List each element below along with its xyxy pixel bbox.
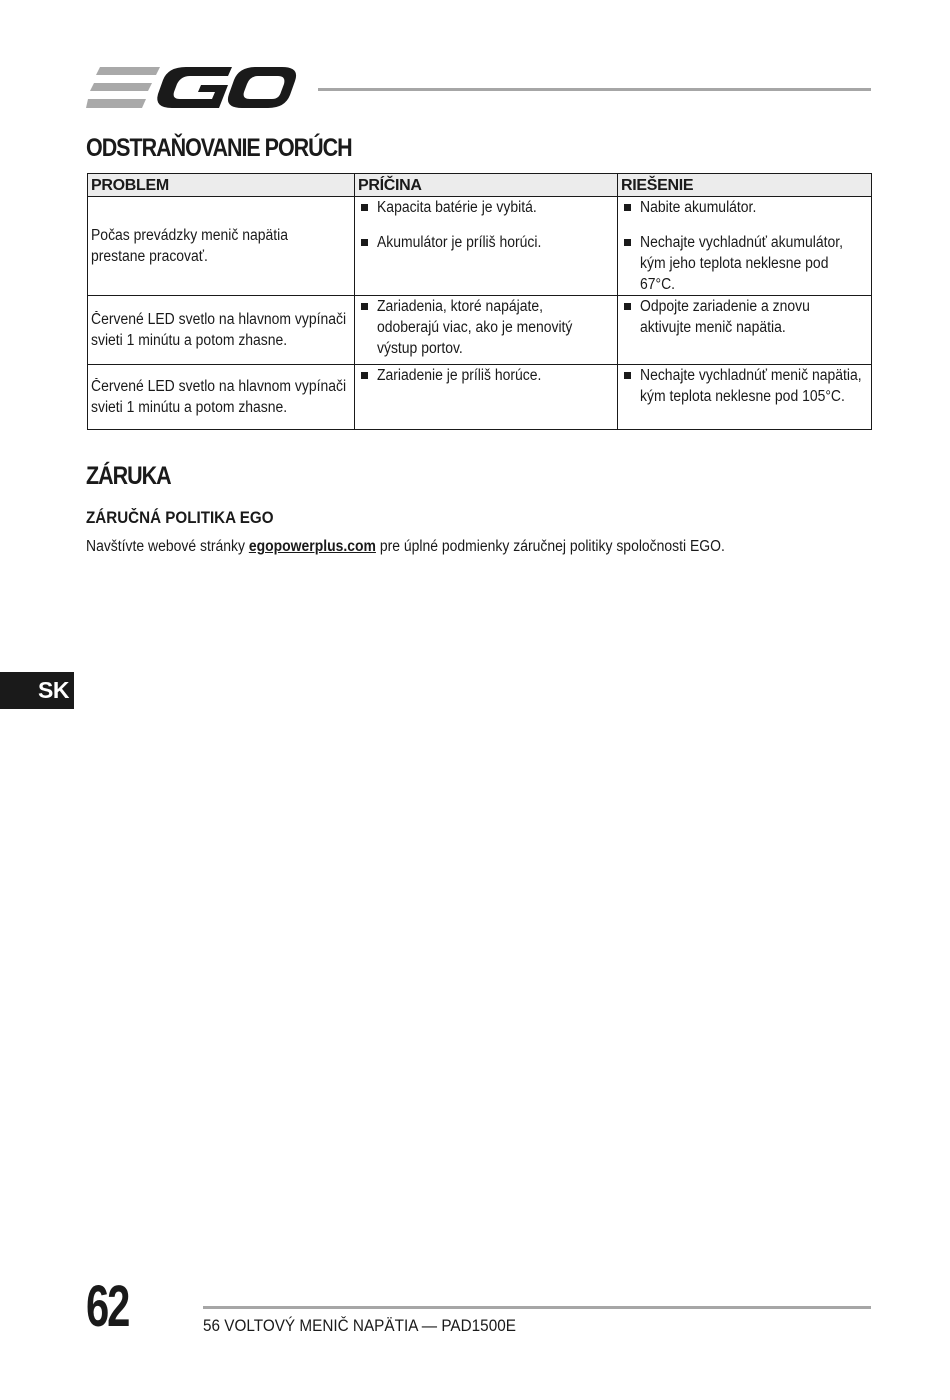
bullet-square-icon xyxy=(624,372,631,379)
table-row xyxy=(88,197,872,296)
footer-title: 56 VOLTOVÝ MENIČ NAPÄTIA — PAD1500E xyxy=(203,1316,516,1335)
problem-cell xyxy=(88,365,355,430)
cause-cell xyxy=(355,197,618,296)
problem-text: Počas prevádzky menič napätia prestane pracovať. xyxy=(91,227,288,265)
list-item xyxy=(358,232,614,253)
list-item xyxy=(621,197,868,218)
table-header-row xyxy=(88,174,872,197)
cause-text: Zariadenie je príliš horúce. xyxy=(377,367,542,384)
solution-text: Nechajte vychladnúť menič napätia, kým teplota neklesne pod 105°C. xyxy=(640,367,862,405)
solution-text: Nabite akumulátor. xyxy=(640,199,757,216)
cause-text: Kapacita batérie je vybitá. xyxy=(377,199,537,216)
footer-rule xyxy=(203,1306,871,1309)
solution-cell xyxy=(618,197,872,296)
bullet-square-icon xyxy=(361,303,368,310)
bullet-square-icon xyxy=(361,239,368,246)
list-item xyxy=(358,296,614,359)
list-item xyxy=(621,232,868,295)
problem-text: Červené LED svetlo na hlavnom vypínači svieti 1 minútu a potom zhasne. xyxy=(91,311,347,349)
list-item xyxy=(621,365,868,407)
bullet-square-icon xyxy=(624,303,631,310)
cause-text: Zariadenia, ktoré napájate, odoberajú viac, ako je menovitý výstup portov. xyxy=(377,298,573,357)
solution-text: Odpojte zariadenie a znovu aktivujte menič napätia. xyxy=(640,298,810,336)
table-row xyxy=(88,365,872,430)
solution-cell xyxy=(618,296,872,365)
column-header-solution: RIEŠENIE xyxy=(618,174,872,197)
list-item xyxy=(358,197,614,218)
cause-cell xyxy=(355,296,618,365)
website-link[interactable]: egopowerplus.com xyxy=(248,538,376,555)
solution-text: Nechajte vychladnúť akumulátor, kým jeho teplota neklesne pod 67°C. xyxy=(640,234,843,293)
cause-cell xyxy=(355,365,618,430)
bullet-square-icon xyxy=(624,239,631,246)
bullet-square-icon xyxy=(361,372,368,379)
bullet-square-icon xyxy=(361,204,368,211)
warranty-text-after: pre úplné podmienky záručnej politiky spoločnosti EGO. xyxy=(375,538,725,555)
list-item xyxy=(358,365,614,386)
column-header-problem: PROBLEM xyxy=(88,174,355,197)
language-tab: SK xyxy=(0,672,74,709)
troubleshooting-table xyxy=(87,173,872,430)
column-header-cause: PRÍČINA xyxy=(355,174,618,197)
warranty-text xyxy=(86,538,725,556)
problem-text: Červené LED svetlo na hlavnom vypínači svieti 1 minútu a potom zhasne. xyxy=(91,378,347,416)
cause-text: Akumulátor je príliš horúci. xyxy=(377,234,542,251)
table-row xyxy=(88,296,872,365)
warranty-title: ZÁRUKA xyxy=(86,462,171,490)
ego-logo xyxy=(86,64,298,112)
page-number: 62 xyxy=(86,1274,129,1339)
troubleshooting-title: ODSTRAŇOVANIE PORÚCH xyxy=(86,134,352,162)
bullet-square-icon xyxy=(624,204,631,211)
problem-cell xyxy=(88,296,355,365)
warranty-subtitle: ZÁRUČNÁ POLITIKA EGO xyxy=(86,509,274,527)
solution-cell xyxy=(618,365,872,430)
problem-cell xyxy=(88,197,355,296)
list-item xyxy=(621,296,868,338)
header-rule xyxy=(318,88,871,91)
warranty-text-before: Navštívte webové stránky xyxy=(86,538,249,555)
